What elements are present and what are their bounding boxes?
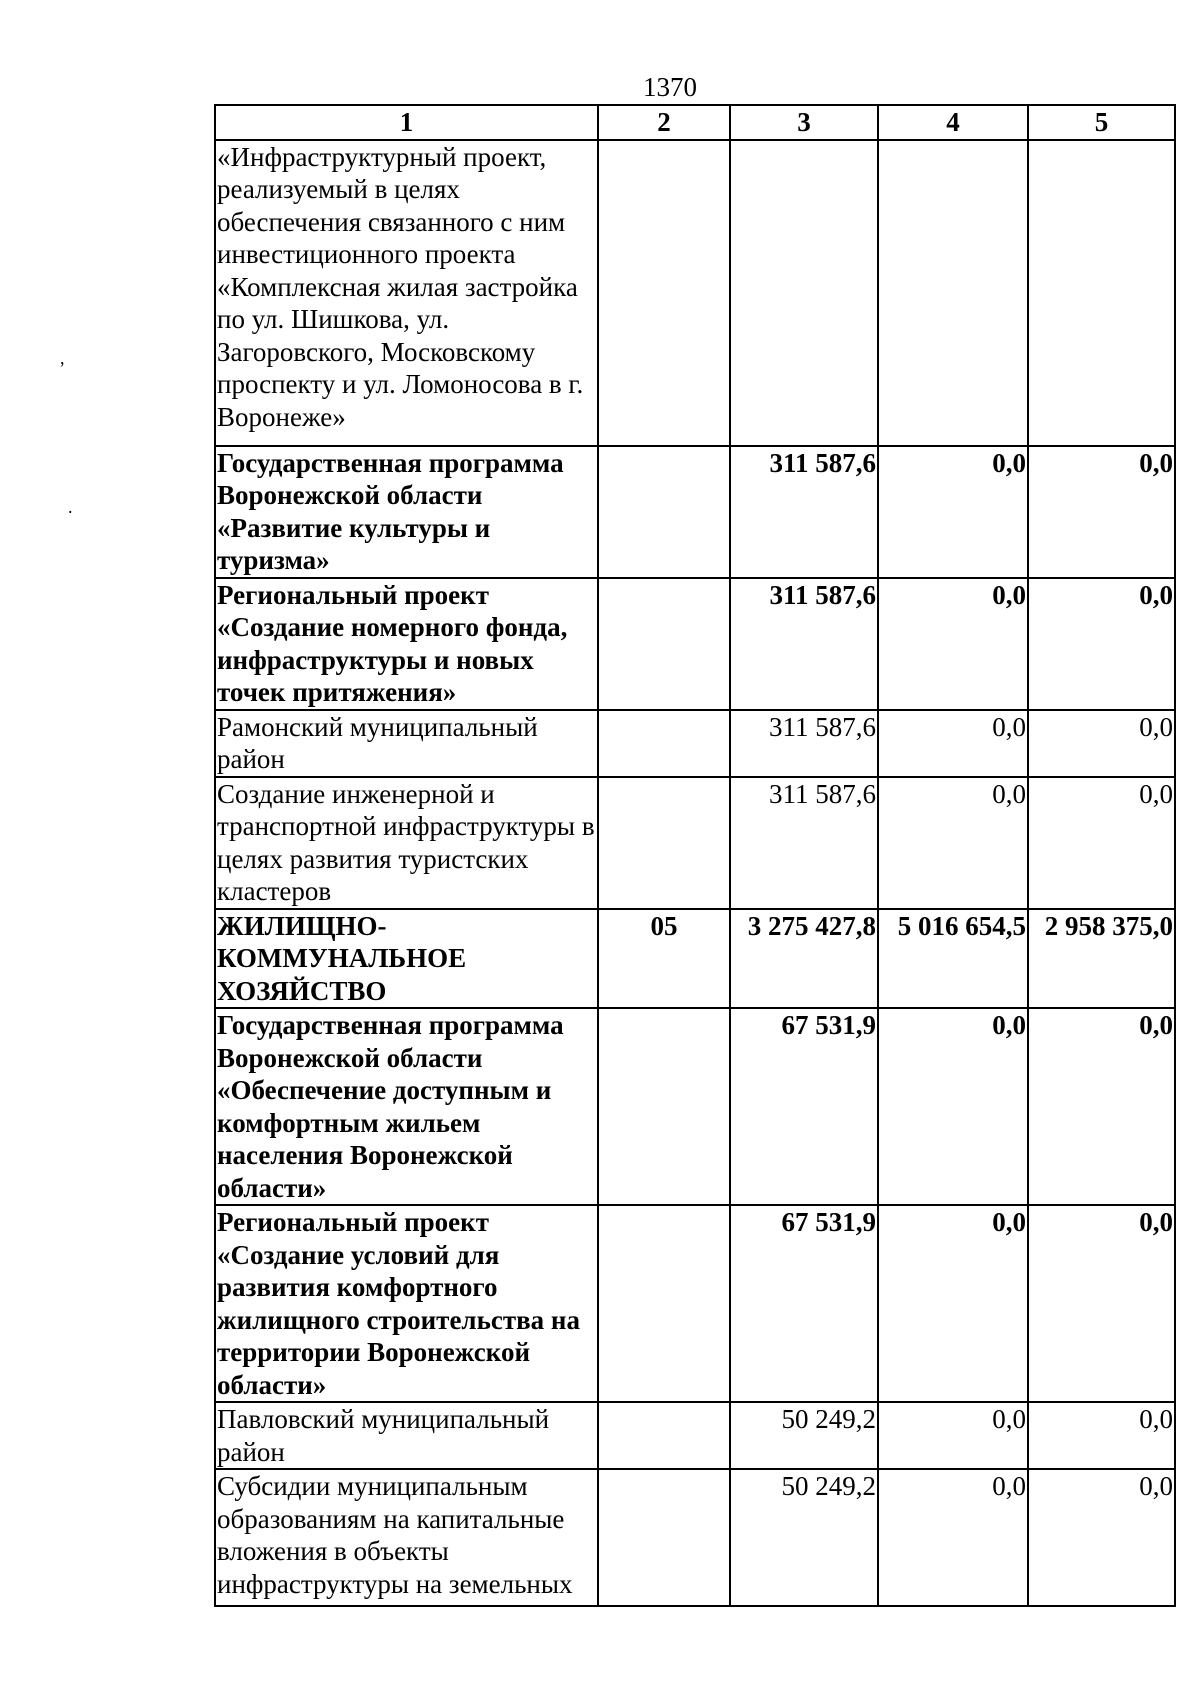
row-value-col-3: 50 249,2 (730, 1402, 878, 1469)
row-value-col-5: 0,0 (1028, 1402, 1175, 1469)
row-value-col-4: 0,0 (878, 446, 1028, 578)
row-code-cell (598, 446, 730, 578)
row-code-cell: 05 (598, 909, 730, 1009)
row-code-cell (598, 1205, 730, 1402)
header-col-2: 2 (598, 105, 730, 140)
row-name-cell: Региональный проект «Создание условий для развития комфортного жилищного строительства на территории Воронежской области» (215, 1205, 598, 1402)
row-value-col-4: 0,0 (878, 1205, 1028, 1402)
row-value-col-5: 2 958 375,0 (1028, 909, 1175, 1009)
row-value-col-4: 0,0 (878, 710, 1028, 777)
row-code-cell (598, 1402, 730, 1469)
table-row (215, 578, 1175, 710)
row-name-cell: «Инфраструктурный проект, реализуемый в целях обеспечения связанного с ним инвестиционного проекта «Комплексная жилая застройка по ул. Шишкова, ул. Загоровского, Московскому проспекту и ул. Ломоносова в г. Воронеже» (215, 140, 598, 446)
table-row (215, 777, 1175, 909)
row-value-col-3: 3 275 427,8 (730, 909, 878, 1009)
row-value-col-3: 67 531,9 (730, 1008, 878, 1205)
row-value-col-5: 0,0 (1028, 578, 1175, 710)
header-col-3: 3 (730, 105, 878, 140)
row-value-col-3: 311 587,6 (730, 710, 878, 777)
table-body (215, 140, 1175, 1607)
row-code-cell (598, 578, 730, 710)
row-value-col-5: 0,0 (1028, 710, 1175, 777)
header-col-5: 5 (1028, 105, 1175, 140)
row-name-cell: Павловский муниципальный район (215, 1402, 598, 1469)
row-value-col-4: 5 016 654,5 (878, 909, 1028, 1009)
row-name-cell: Рамонский муниципальный район (215, 710, 598, 777)
row-name-cell: Создание инженерной и транспортной инфраструктуры в целях развития туристских кластеров (215, 777, 598, 909)
row-value-col-4: 0,0 (878, 578, 1028, 710)
row-name-cell: ЖИЛИЩНО-КОММУНАЛЬНОЕ ХОЗЯЙСТВО (215, 909, 598, 1009)
row-value-col-5: 0,0 (1028, 1469, 1175, 1606)
row-value-col-4: 0,0 (878, 1469, 1028, 1606)
budget-table (214, 104, 1176, 1607)
row-value-col-4 (878, 140, 1028, 446)
table-row (215, 1469, 1175, 1606)
row-value-col-3 (730, 140, 878, 446)
header-row (215, 105, 1175, 140)
scan-speck: , (60, 348, 65, 368)
scan-speck: . (68, 497, 73, 517)
row-name-cell: Государственная программа Воронежской области «Обеспечение доступным и комфортным жильем населения Воронежской области» (215, 1008, 598, 1205)
row-value-col-5: 0,0 (1028, 446, 1175, 578)
row-value-col-3: 311 587,6 (730, 777, 878, 909)
row-code-cell (598, 777, 730, 909)
table-row (215, 1008, 1175, 1205)
header-col-4: 4 (878, 105, 1028, 140)
row-code-cell (598, 140, 730, 446)
table-row (215, 1205, 1175, 1402)
row-name-cell: Субсидии муниципальным образованиям на капитальные вложения в объекты инфраструктуры на земельных (215, 1469, 598, 1606)
row-value-col-3: 67 531,9 (730, 1205, 878, 1402)
row-value-col-5: 0,0 (1028, 1008, 1175, 1205)
row-name-cell: Государственная программа Воронежской области «Развитие культуры и туризма» (215, 446, 598, 578)
row-value-col-4: 0,0 (878, 1402, 1028, 1469)
row-code-cell (598, 710, 730, 777)
row-value-col-4: 0,0 (878, 777, 1028, 909)
table-row (215, 140, 1175, 446)
row-value-col-5: 0,0 (1028, 1205, 1175, 1402)
row-value-col-3: 311 587,6 (730, 578, 878, 710)
table-row (215, 710, 1175, 777)
row-value-col-3: 50 249,2 (730, 1469, 878, 1606)
row-code-cell (598, 1008, 730, 1205)
row-value-col-5 (1028, 140, 1175, 446)
row-value-col-4: 0,0 (878, 1008, 1028, 1205)
row-value-col-3: 311 587,6 (730, 446, 878, 578)
page-number: 1370 (643, 72, 697, 102)
row-name-cell: Региональный проект «Создание номерного фонда, инфраструктуры и новых точек притяжения» (215, 578, 598, 710)
table-row (215, 446, 1175, 578)
row-value-col-5: 0,0 (1028, 777, 1175, 909)
header-col-1: 1 (215, 105, 598, 140)
row-code-cell (598, 1469, 730, 1606)
table-row (215, 909, 1175, 1009)
table-row (215, 1402, 1175, 1469)
